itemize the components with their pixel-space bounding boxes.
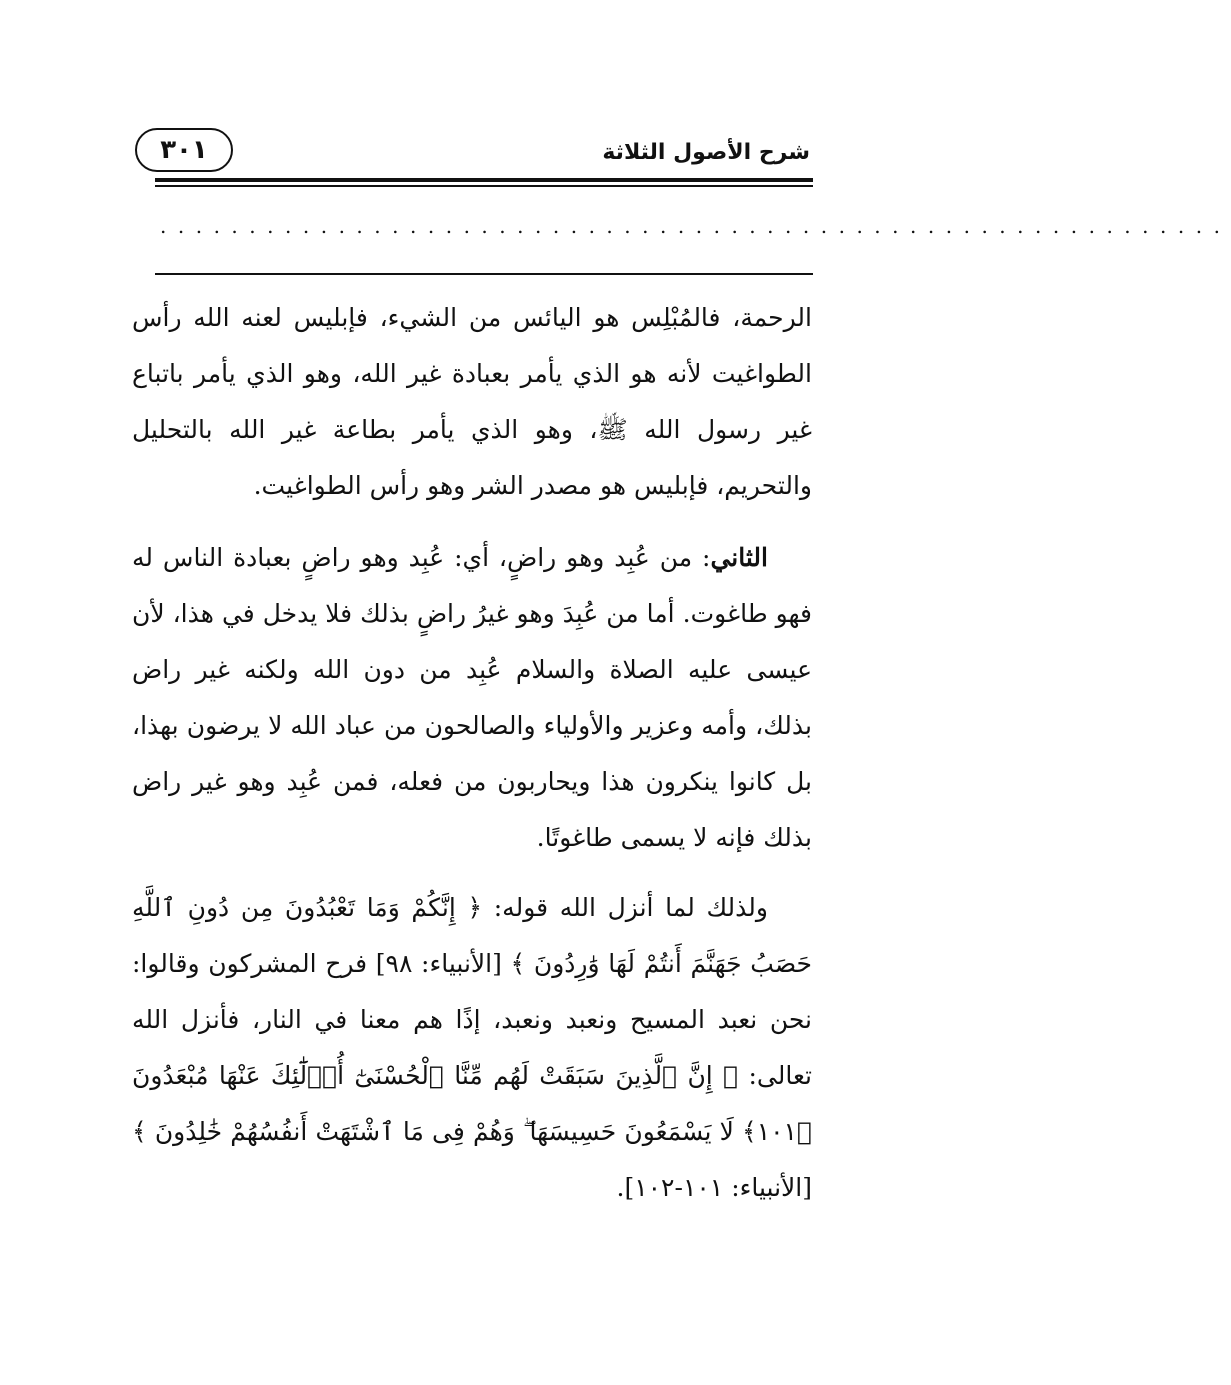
header-rule-thick	[155, 178, 813, 182]
paragraph-2-text: : من عُبِد وهو راضٍ، أي: عُبِد وهو راضٍ بعبادة الناس له فهو طاغوت. أما من عُبِدَ وهو غيرُ راضٍ بذلك فلا يدخل في هذا، لأن عيسى عليه الصلاة والسلام عُبِد من دون الله ولكنه غير راض بذلك، وأمه وعزير والأولياء والصالحون من عباد الله لا يرضون بهذا، بل كانوا ينكرون هذا ويحاربون من فعله، فمن عُبِد وهو غير راض بذلك فإنه لا يسمى طاغوتًا.	[132, 543, 812, 852]
paragraph-2-term: الثاني	[710, 543, 768, 572]
page-number-badge	[135, 128, 233, 172]
header-rule-thin	[155, 185, 813, 187]
section-rule	[155, 273, 813, 275]
running-title: شرح الأصول الثلاثة	[602, 140, 810, 165]
paragraph-1: الرحمة، فالمُبْلِس هو اليائس من الشيء، فإبليس لعنه الله رأس الطواغيت لأنه هو الذي يأمر بعبادة غير الله، وهو الذي يأمر باتباع غير رسول الله ﷺ، وهو الذي يأمر بطاعة غير الله بالتحليل والتحريم، فإبليس هو مصدر الشر وهو رأس الطواغيت.	[132, 303, 812, 500]
body-text	[132, 290, 812, 1216]
page-number: ٣٠١	[160, 135, 208, 165]
paragraph-3: ولذلك لما أنزل الله قوله: ﴿ إِنَّكُمْ وَمَا تَعْبُدُونَ مِن دُونِ ٱللَّهِ حَصَبُ جَهَنَّمَ أَنتُمْ لَهَا وَٰرِدُونَ ﴾ [الأنبياء: ٩٨] فرح المشركون وقالوا: نحن نعبد المسيح ونعبد ونعبد، إذًا هم معنا في النار، فأنزل الله تعالى: ﴿ إِنَّ ٱلَّذِينَ سَبَقَتْ لَهُم مِّنَّا ٱلْحُسْنَىٰٓ أُو۟لَٰٓئِكَ عَنْهَا مُبْعَدُونَ ﴿١٠١﴾ لَا يَسْمَعُونَ حَسِيسَهَا ۖ وَهُمْ فِى مَا ٱشْتَهَتْ أَنفُسُهُمْ خَٰلِدُونَ ﴾ [الأنبياء: ١٠١-١٠٢].	[132, 893, 812, 1202]
paragraph-2	[132, 530, 812, 866]
dotted-separator: ............................................................	[160, 214, 1231, 238]
